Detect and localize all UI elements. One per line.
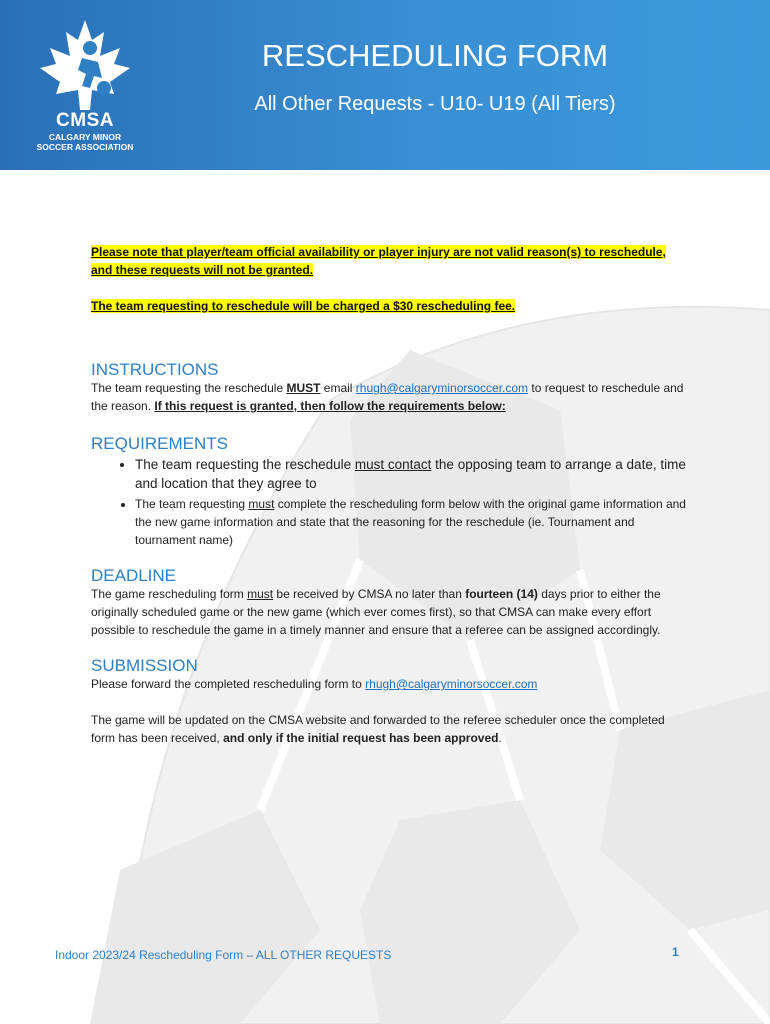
text-run: must [248, 497, 275, 511]
deadline-paragraph [91, 585, 691, 639]
text-run: be received by CMSA no later than [273, 587, 466, 601]
notice-line-2: and these requests will not be granted. [91, 263, 314, 277]
text-run: MUST [286, 381, 321, 395]
instructions-email-link[interactable]: rhugh@calgaryminorsoccer.com [355, 381, 529, 395]
submission-paragraph-1 [91, 675, 691, 693]
cmsa-logo [30, 18, 140, 153]
requirements-heading: REQUIREMENTS [91, 434, 228, 453]
text-run: The game rescheduling form [91, 587, 248, 601]
instructions-heading: INSTRUCTIONS [91, 360, 219, 379]
submission-heading: SUBMISSION [91, 656, 198, 675]
logo-line-1: CALGARY MINOR [48, 132, 122, 142]
text-run: The team requesting the reschedule [91, 381, 287, 395]
text-run: The team requesting [135, 497, 249, 511]
requirements-list [91, 455, 691, 549]
fee-notice: The team requesting to reschedule will be charged a $30 rescheduling fee. [91, 299, 516, 313]
page-title: RESCHEDULING FORM [261, 38, 609, 73]
deadline-heading: DEADLINE [91, 566, 177, 585]
text-run: and only if the initial request has been approved [223, 731, 499, 745]
text-run: days prior to either the originally scheduled game or the new game (which ever comes first), so that CMSA can make every effort possible to reschedule the game in a timely manner and ensure that a referee can be assigned accordingly. [91, 587, 661, 637]
text-run: to request to reschedule and the reason. [91, 381, 684, 413]
document-body [91, 243, 691, 747]
list-item [135, 495, 691, 549]
logo-line-2: SOCCER ASSOCIATION [36, 142, 134, 152]
text-run: The game will be updated on the CMSA website and forwarded to the referee scheduler once the completed form has been received, [91, 713, 665, 745]
instructions-paragraph [91, 379, 691, 415]
notice-line-1: Please note that player/team official availability or player injury are not valid reason(s) to reschedule, [91, 245, 666, 259]
page-subtitle: All Other Requests - U10- U19 (All Tiers) [254, 93, 616, 115]
footer-document-name: Indoor 2023/24 Rescheduling Form – ALL OTHER REQUESTS [55, 948, 392, 962]
text-run: fourteen (14) [465, 587, 538, 601]
submission-paragraph-2 [91, 711, 691, 747]
page-number: 1 [672, 945, 679, 959]
logo-full-name [30, 132, 140, 152]
notice-block [91, 243, 691, 315]
text-run: must [247, 587, 274, 601]
text-run: If this request is granted, then follow the requirements below: [154, 399, 506, 413]
text-run: . [498, 731, 502, 745]
maple-leaf-player-icon [30, 18, 140, 118]
submission-email-link[interactable]: rhugh@calgaryminorsoccer.com [365, 677, 538, 691]
list-item [135, 455, 691, 493]
text-run: The team requesting the reschedule [135, 457, 355, 472]
header-banner [0, 0, 770, 170]
text-run: must contact [354, 457, 432, 472]
text-run: Please forward the completed rescheduling form to [91, 677, 366, 691]
text-run: the opposing team to arrange a date, time and location that they agree to [135, 457, 686, 491]
text-run: email [320, 381, 356, 395]
logo-acronym: CMSA [56, 110, 114, 131]
text-run: complete the rescheduling form below with the original game information and the new game information and state that the reasoning for the reschedule (ie. Tournament and tournament name) [135, 497, 686, 547]
